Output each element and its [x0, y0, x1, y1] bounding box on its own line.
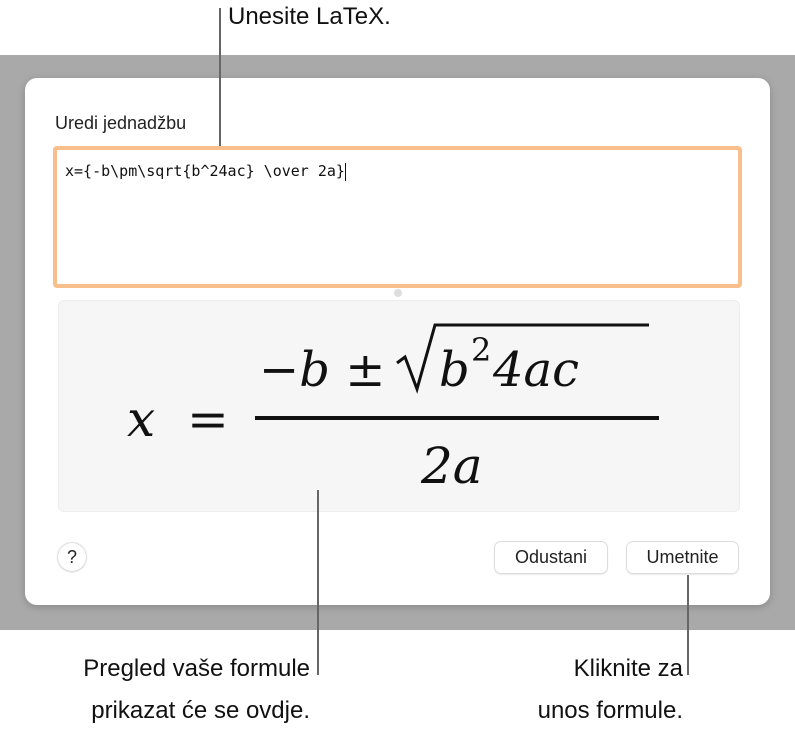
insert-button[interactable]: Umetnite	[627, 542, 738, 573]
preview-radicand-rest: 4ac	[493, 342, 580, 398]
preview-lhs: x	[127, 390, 156, 448]
callout-insert	[538, 648, 683, 732]
latex-input[interactable]	[53, 146, 742, 288]
callout-line-top	[219, 8, 221, 146]
resize-handle[interactable]	[394, 289, 402, 297]
fraction-bar	[255, 416, 659, 420]
callout-preview-line1: Pregled vaše formule	[83, 655, 310, 682]
latex-text: x={-b\pm\sqrt{b^24ac} \over 2a}	[65, 162, 345, 180]
preview-radicand-b: b	[439, 342, 470, 398]
callout-top: Unesite LaTeX.	[228, 3, 391, 30]
dialog-label: Uredi jednadžbu	[55, 113, 187, 133]
text-caret	[345, 163, 346, 181]
help-button[interactable]: ?	[58, 543, 86, 571]
formula-preview	[58, 300, 740, 512]
preview-denominator: 2a	[421, 437, 483, 495]
preview-equals: =	[187, 390, 229, 448]
callout-line-preview	[317, 490, 319, 675]
callout-insert-line1: Kliknite za	[573, 655, 683, 682]
callout-preview	[83, 648, 310, 732]
callout-preview-line2: prikazat će se ovdje.	[91, 697, 310, 724]
preview-numerator: −b ±	[259, 342, 386, 398]
callout-insert-line2: unos formule.	[537, 697, 683, 724]
preview-exponent: 2	[471, 331, 492, 369]
callout-line-insert	[687, 575, 689, 675]
cancel-button[interactable]: Odustani	[495, 542, 607, 573]
